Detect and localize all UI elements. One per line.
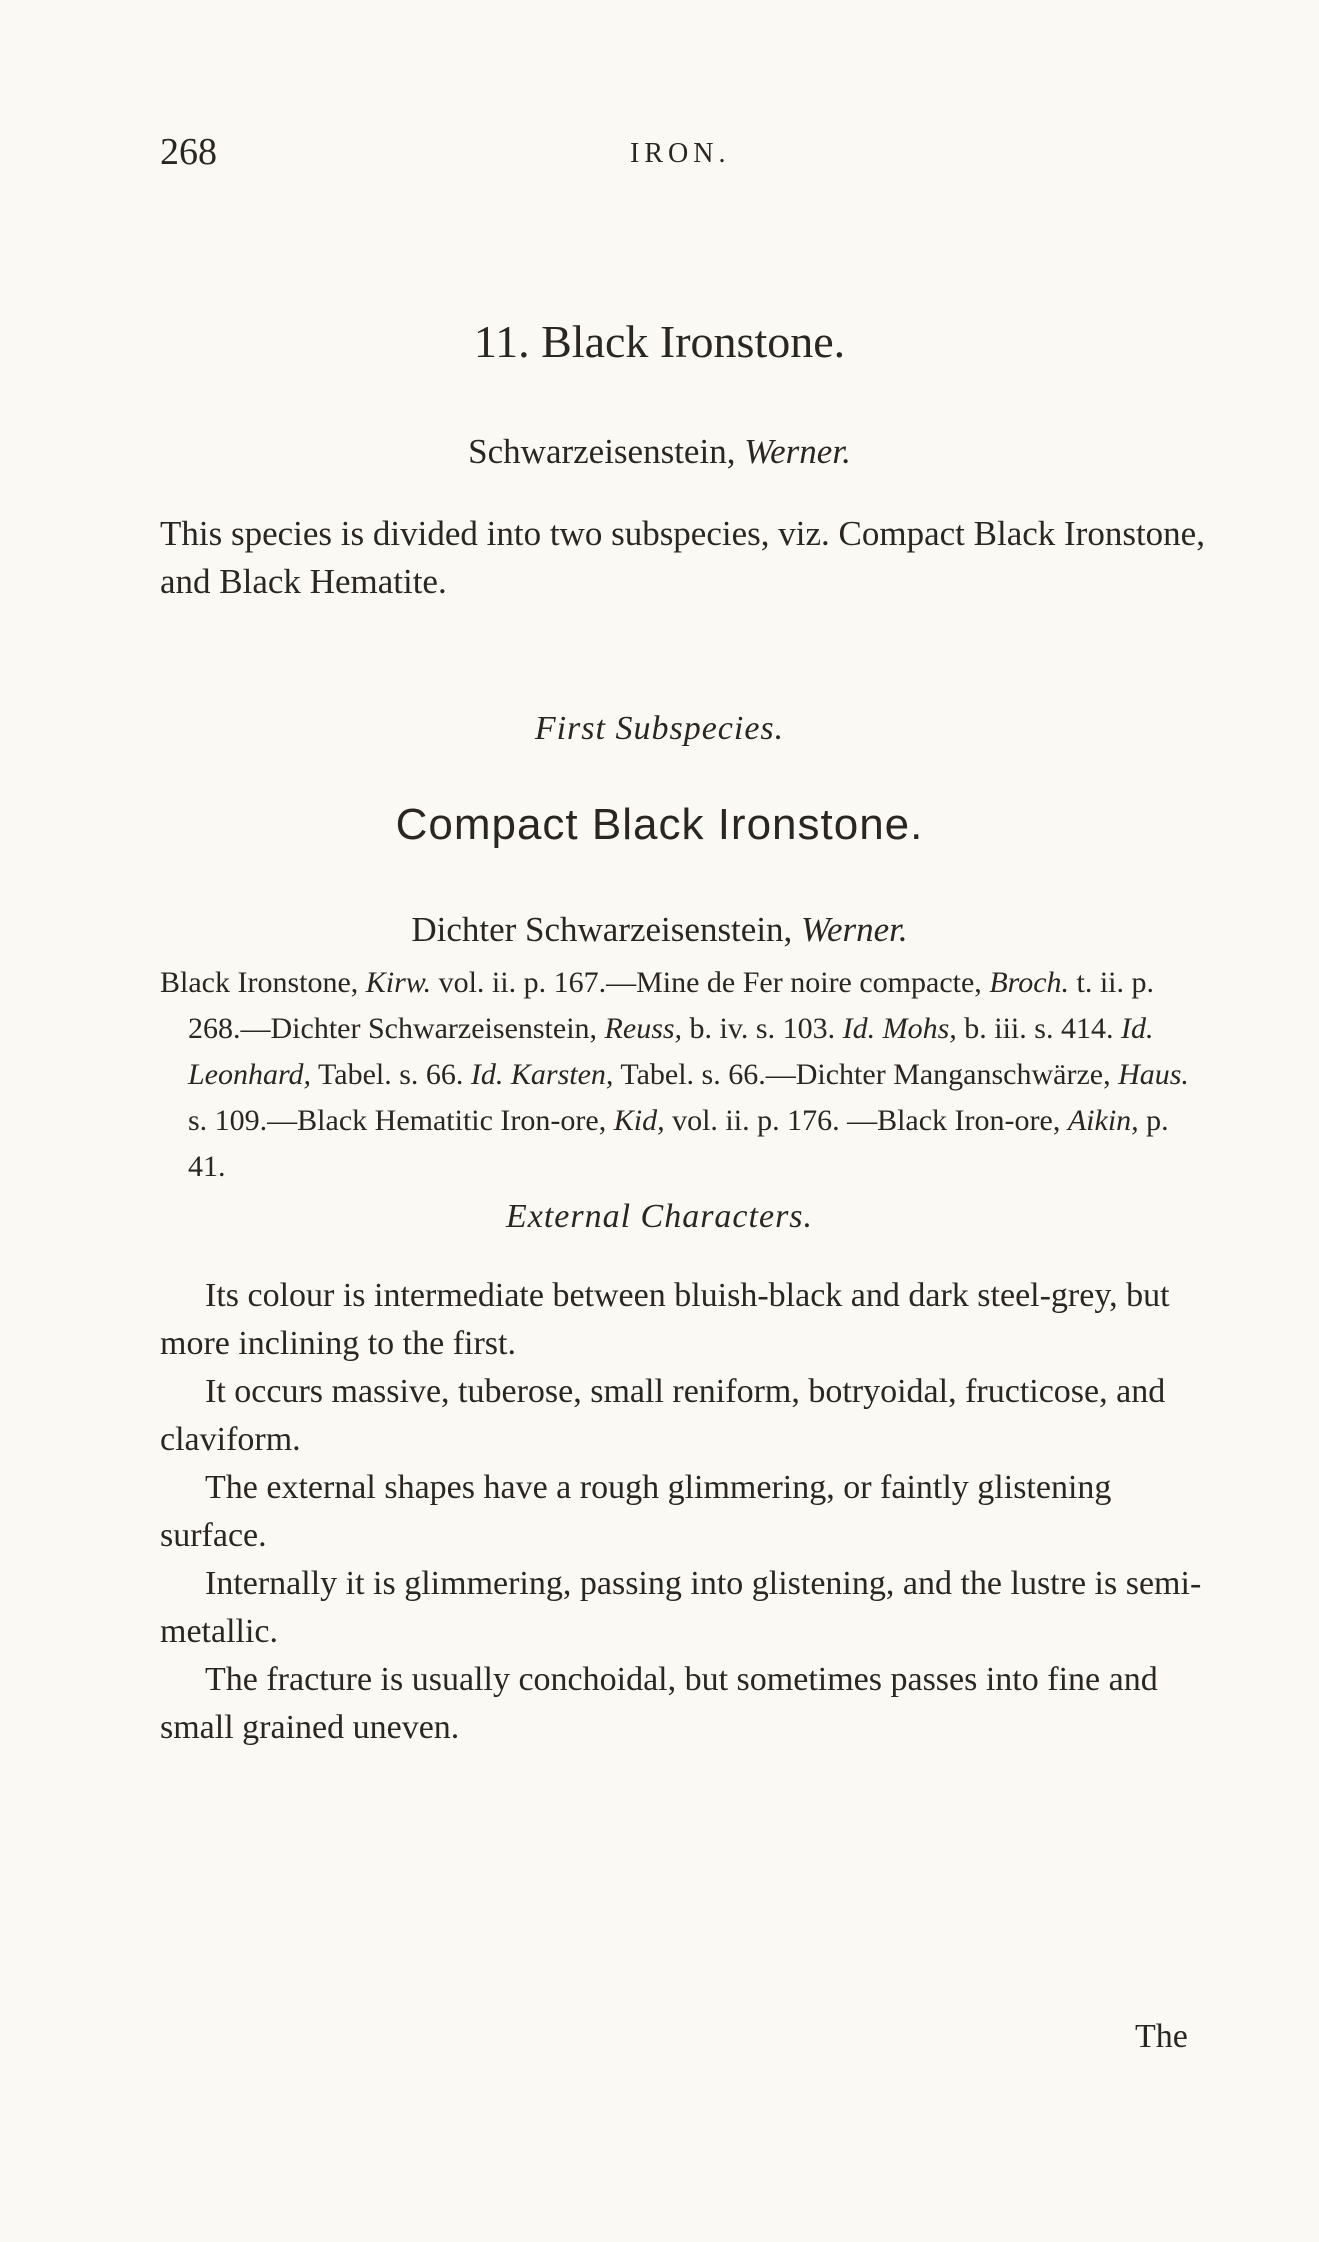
ref-source: Id. Karsten, [470,1058,614,1091]
species-title: 11. Black Ironstone. [473,316,846,367]
ref-text: p. 41. [188,1104,1169,1183]
running-head: IRON. [630,138,731,169]
body-text [160,1272,1210,1752]
paragraph: Its colour is intermediate between bluish-black and dark steel-grey, but more inclining to the first. [160,1277,1170,1362]
synonym-name: Schwarzeisenstein, [468,432,736,471]
paragraph: It occurs massive, tuberose, small reniform, botryoidal, fructicose, and claviform. [160,1373,1166,1458]
ref-text: Tabel. s. 66. [311,1058,471,1091]
ref-source: Aikin, [1067,1104,1139,1137]
ref-source: Reuss, [604,1012,683,1045]
ref-text: Black Ironstone, [160,966,366,999]
subspecies-synonym-author: Werner. [801,910,908,949]
ref-text: vol. ii. p. 167.—Mine de Fer noire compacte, [431,966,990,999]
page-number: 268 [160,131,217,173]
ref-source: Id. Leonhard, [188,1012,1154,1091]
ref-text: Tabel. s. 66.—Dichter Manganschwärze, [613,1058,1119,1091]
ref-source: Id. Mohs, [842,1012,957,1045]
species-synonym [0,432,1319,472]
references-text [160,960,1210,1190]
synonym-author: Werner. [744,432,851,471]
paragraph: The external shapes have a rough glimmering, or faintly glistening surface. [160,1469,1112,1554]
subspecies-label: First Subspecies. [534,710,785,747]
ref-text: vol. ii. p. 176. —Black Iron-ore, [664,1104,1068,1137]
ref-source: Haus. [1118,1058,1189,1091]
section-heading: External Characters. [505,1198,814,1235]
references-block [160,960,1210,1190]
paragraph: Internally it is glimmering, passing into glistening, and the lustre is semi-metallic. [160,1565,1202,1650]
ref-text: b. iii. s. 414. [956,1012,1121,1045]
paragraph: The fracture is usually conchoidal, but sometimes passes into fine and small grained uneven. [160,1661,1158,1746]
ref-text: s. 109.—Black Hematitic Iron-ore, [188,1104,614,1137]
ref-text: t. ii. p. 268.—Dichter Schwarzeisenstein, [188,966,1155,1045]
page-header [160,130,1220,180]
intro-paragraph: This species is divided into two subspecies, viz. Compact Black Ironstone, and Black Hematite. [160,514,1205,601]
ref-source: Kid, [613,1104,665,1137]
subspecies-synonym-name: Dichter Schwarzeisenstein, [411,910,793,949]
catchword: The [1135,2018,1188,2055]
subspecies-synonym [0,910,1319,950]
subspecies-title: Compact Black Ironstone. [395,800,924,849]
ref-source: Kirw. [365,966,432,999]
ref-text: b. iv. s. 103. [682,1012,843,1045]
ref-source: Broch. [989,966,1070,999]
